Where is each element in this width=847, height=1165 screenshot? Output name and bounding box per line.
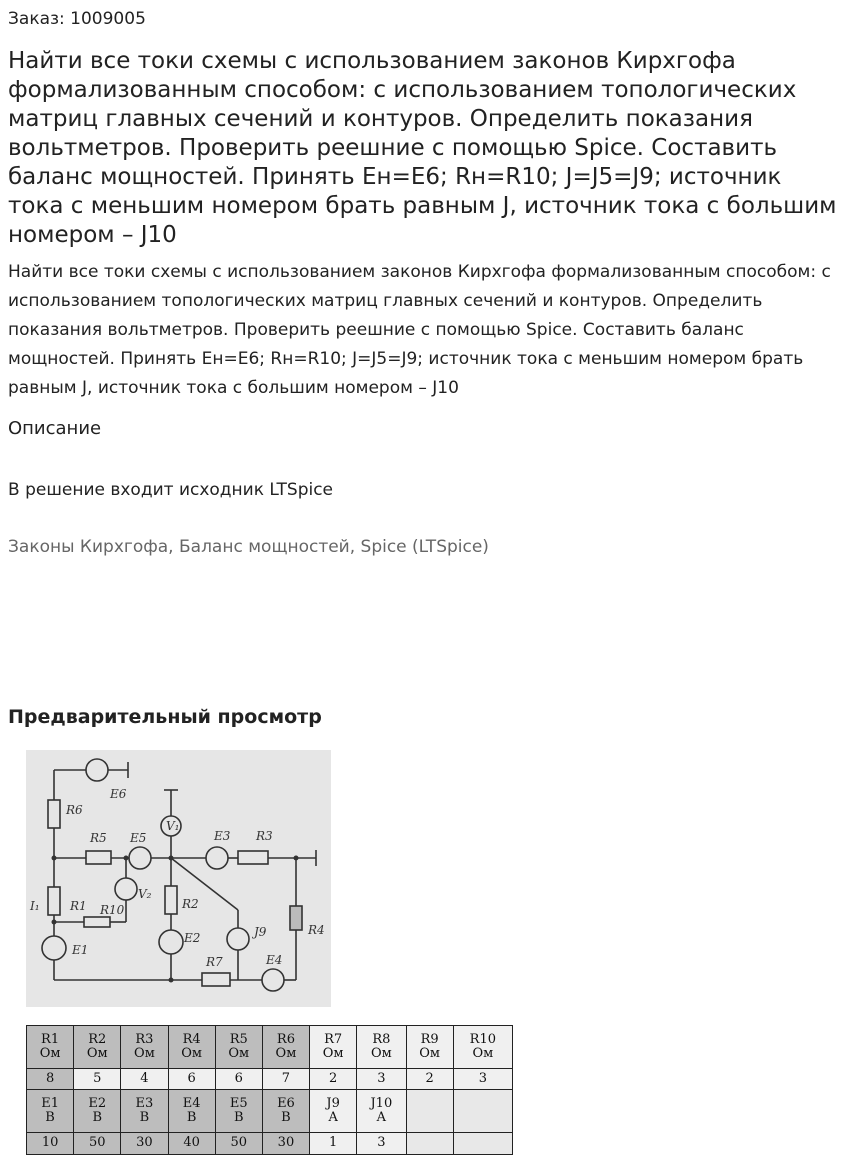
table-cell: R4 Ом [168, 1026, 215, 1069]
task-lead-text: Найти все токи схемы с использованием законов Кирхгофа формализованным способом: с использованием топологических матриц главных сечений и контуров. Определить показания вольтметров. Проверить реешние с помощью Spice. Составить баланс мощностей. Принять Eн=E6; Rн=R10; J=J5=J9; источник тока с меньшим номером брать равным J, источник тока с большим номером – J10 [8, 262, 831, 398]
label-e4: E4 [266, 953, 283, 967]
table-cell: 40 [168, 1132, 215, 1154]
tags-line: Законы Кирхгофа, Баланс мощностей, Spice (LTSpice) [8, 537, 489, 557]
table-row [27, 1068, 513, 1090]
table-cell: 2 [406, 1068, 453, 1090]
table-cell: J10 А [357, 1090, 406, 1133]
label-r4: R4 [308, 923, 325, 937]
table-cell: E3 В [121, 1090, 168, 1133]
table-cell: 1 [310, 1132, 357, 1154]
label-e6: E6 [110, 787, 127, 801]
table-cell [453, 1132, 512, 1154]
page-title: Найти все токи схемы с использованием законов Кирхгофа формализованным способом: с использованием топологических матриц главных сечений и контуров. Определить показания вольтметров. Проверить реешние с помощью Spice. Составить баланс мощностей. Принять Eн=E6; Rн=R10; J=J5=J9; источник тока с меньшим номером брать равным J, источник тока с большим номером – J10 [8, 48, 837, 248]
label-e1: E1 [72, 943, 89, 957]
label-r10: R10 [100, 903, 125, 917]
table-cell: R8 Ом [357, 1026, 406, 1069]
table-cell: E5 В [215, 1090, 262, 1133]
table-cell: R3 Ом [121, 1026, 168, 1069]
table-cell [453, 1090, 512, 1133]
label-v2: V₂ [138, 887, 152, 901]
table-cell [406, 1132, 453, 1154]
table-cell: 30 [121, 1132, 168, 1154]
table-cell: 6 [215, 1068, 262, 1090]
parameters-table [26, 1025, 513, 1155]
label-e3: E3 [214, 829, 231, 843]
label-e2: E2 [184, 931, 201, 945]
table-cell: 7 [262, 1068, 309, 1090]
label-i1: I₁ [30, 899, 40, 913]
table-cell: E4 В [168, 1090, 215, 1133]
table-cell: 3 [357, 1068, 406, 1090]
table-cell: 50 [74, 1132, 121, 1154]
description-text: В решение входит исходник LTSpice [8, 480, 334, 500]
circuit-schematic-svg [26, 750, 331, 1007]
table-cell: 30 [262, 1132, 309, 1154]
description-heading: Описание [8, 418, 102, 439]
table-cell: 10 [27, 1132, 74, 1154]
table-cell: 5 [74, 1068, 121, 1090]
table-cell: R6 Ом [262, 1026, 309, 1069]
table-cell: R9 Ом [406, 1026, 453, 1069]
table-cell: R7 Ом [310, 1026, 357, 1069]
table-cell: 3 [453, 1068, 512, 1090]
label-e5: E5 [130, 831, 147, 845]
table-cell: 6 [168, 1068, 215, 1090]
table-cell: E6 В [262, 1090, 309, 1133]
label-r7: R7 [206, 955, 223, 969]
table-cell: R2 Ом [74, 1026, 121, 1069]
label-r6: R6 [66, 803, 83, 817]
table-cell [406, 1090, 453, 1133]
order-number: Заказ: 1009005 [8, 9, 146, 29]
label-v1: V₁ [166, 819, 180, 833]
table-cell: J9 А [310, 1090, 357, 1133]
table-cell: 3 [357, 1132, 406, 1154]
circuit-schematic-image [26, 750, 331, 1007]
label-j9: J9 [254, 925, 267, 939]
table-cell: 50 [215, 1132, 262, 1154]
table-cell: E2 В [74, 1090, 121, 1133]
preview-heading: Предварительный просмотр [8, 706, 322, 728]
table-cell: 8 [27, 1068, 74, 1090]
label-r2: R2 [182, 897, 199, 911]
table-cell: R5 Ом [215, 1026, 262, 1069]
table-cell: R1 Ом [27, 1026, 74, 1069]
table-cell: 2 [310, 1068, 357, 1090]
table-row [27, 1132, 513, 1154]
label-r1: R1 [70, 899, 87, 913]
table-cell: E1 В [27, 1090, 74, 1133]
label-r5: R5 [90, 831, 107, 845]
table-row [27, 1026, 513, 1069]
table-cell: R10 Ом [453, 1026, 512, 1069]
table-row [27, 1090, 513, 1133]
label-r3: R3 [256, 829, 273, 843]
parameters-table-image [26, 1025, 513, 1155]
table-cell: 4 [121, 1068, 168, 1090]
